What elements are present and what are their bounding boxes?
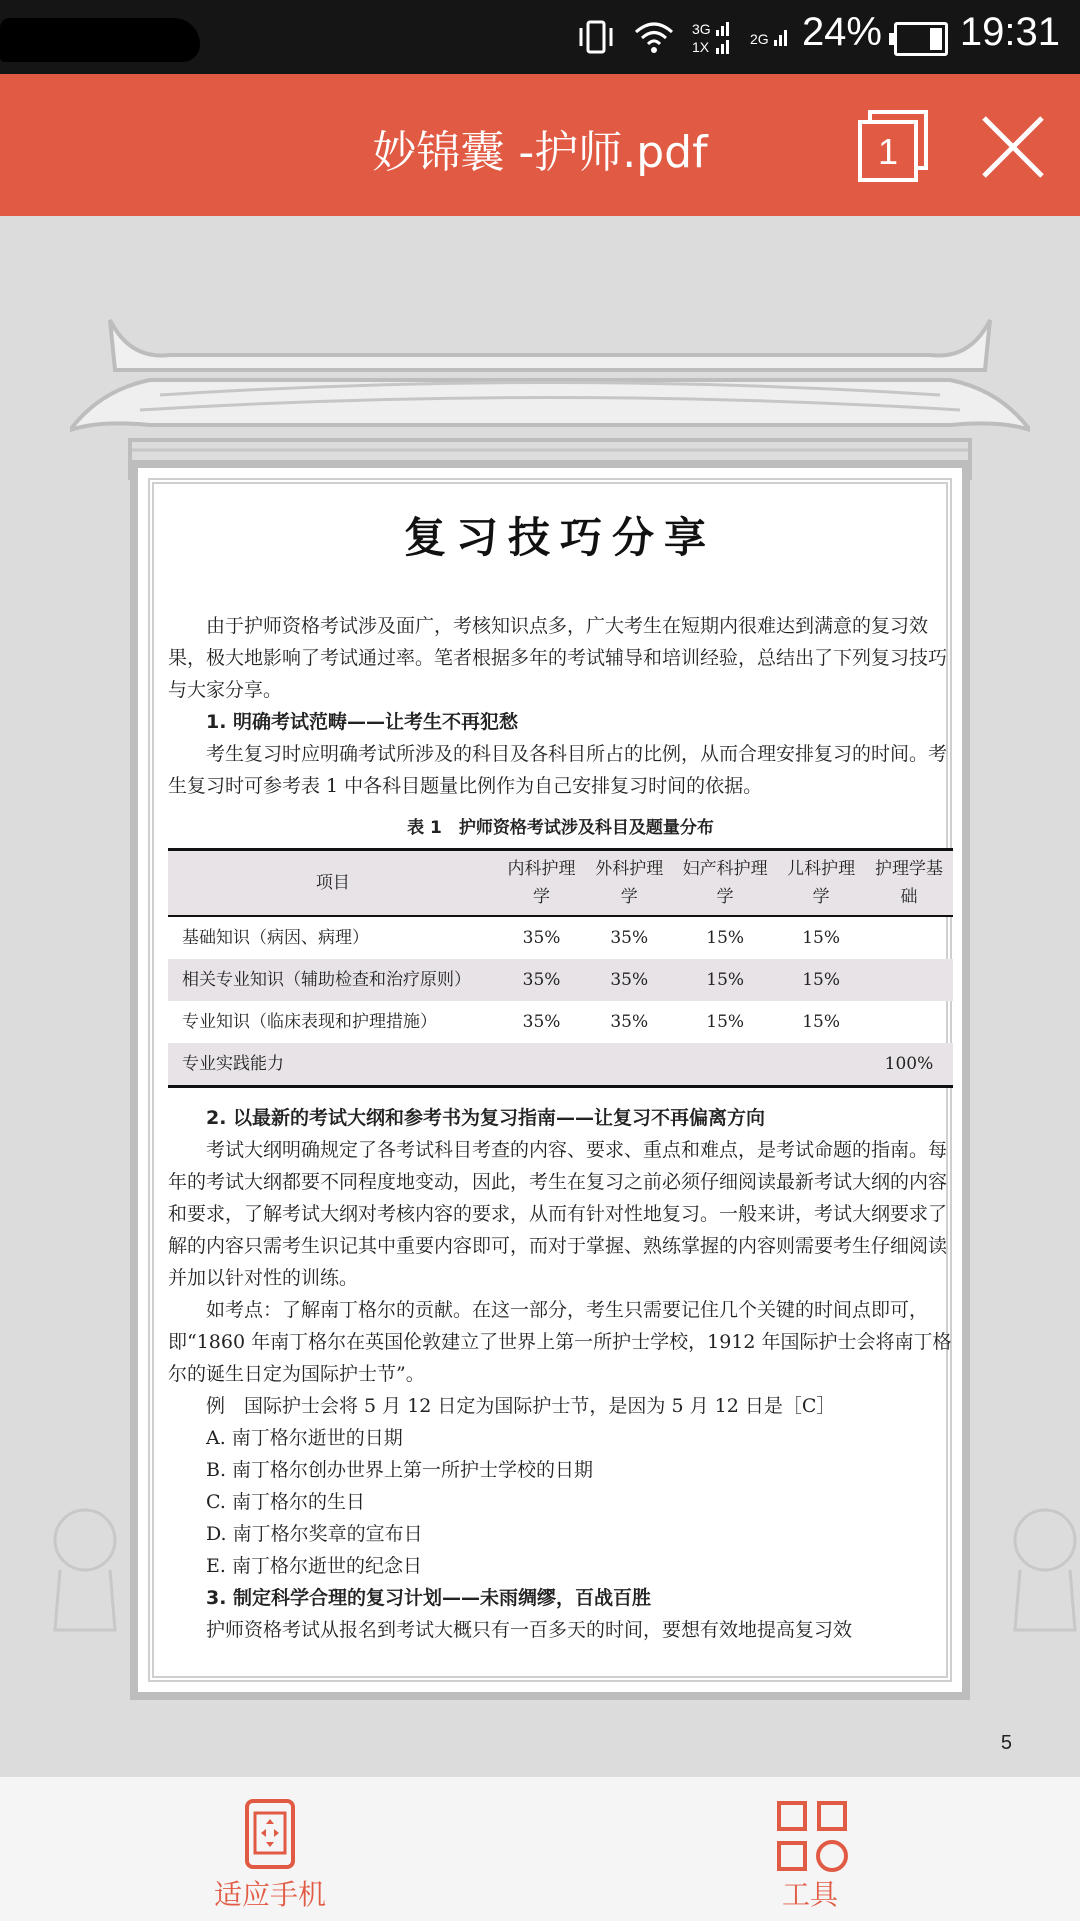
distribution-table: [168, 848, 953, 1088]
table-cell: 35%: [610, 928, 649, 948]
status-icons: [576, 18, 790, 56]
table-cell: [865, 916, 953, 959]
section-3-text: 护师资格考试从报名到考试大概只有一百多天的时间，要想有效地提高复习效: [206, 1619, 853, 1641]
table-cell: 15%: [777, 959, 865, 1001]
table-cell: [865, 1001, 953, 1043]
table-header: 儿科护理学: [777, 850, 865, 917]
table-cell: 15%: [706, 1012, 745, 1032]
vibrate-icon: [576, 18, 616, 56]
svg-text:3G: 3G: [692, 21, 711, 37]
cartoon-left-decoration: [40, 1500, 130, 1640]
table-cell: [673, 1043, 777, 1087]
table-cell: 35%: [498, 959, 586, 1001]
table-cell: 相关专业知识（辅助检查和治疗原则）: [168, 959, 498, 1001]
table-row: [168, 1001, 953, 1043]
table-cell: [498, 1043, 586, 1087]
table-cell: 专业知识（临床表现和护理措施）: [182, 1012, 437, 1032]
table-cell: 15%: [802, 1012, 840, 1032]
table-header-row: [168, 850, 953, 917]
table-cell: 35%: [610, 1012, 649, 1032]
signal-3g-icon: [692, 18, 732, 56]
table-cell: 35%: [585, 959, 673, 1001]
fit-to-phone-label: 适应手机: [213, 1878, 326, 1911]
section-2-example: 如考点：了解南丁格尔的贡献。在这一部分，考生只需要记住几个关键的时间点即可，即“1860 年南丁格尔在英国伦敦建立了世界上第一所护士学校，1912 年国际护士会将南丁格尔的诞生日定为国际护士节”。: [168, 1299, 952, 1385]
svg-text:1X: 1X: [692, 39, 710, 55]
table-cell: [585, 1043, 673, 1087]
battery-percent: 24%: [801, 10, 882, 54]
section-heading-2: 2. 以最新的考试大纲和参考书为复习指南——让复习不再偏离方向: [206, 1107, 766, 1129]
answer-option: D. 南丁格尔奖章的宣布日: [206, 1523, 423, 1545]
table-row: [168, 959, 953, 1001]
clock: 19:31: [959, 10, 1060, 54]
roof-decoration: [70, 300, 1030, 480]
table-row: [168, 1043, 953, 1087]
close-icon[interactable]: [978, 112, 1048, 182]
svg-text:2G: 2G: [750, 31, 769, 47]
section-2-text: 考试大纲明确规定了各考试科目考查的内容、要求、重点和难点，是考试命题的指南。每年的考试大纲都要不同程度地变动，因此，考生在复习之前必须仔细阅读最新考试大纲的内容和要求，了解考试大纲对考核内容的要求，从而有针对性地复习。一般来讲，考试大纲要求了解的内容只需考生识记其中重要内容即可，而对于掌握、熟练掌握的内容则需要考生仔细阅读并加以针对性的训练。: [168, 1139, 948, 1289]
fit-screen-icon: [235, 1799, 305, 1871]
table-cell: [777, 1043, 865, 1087]
document-title: 妙锦囊 -护师.pdf: [372, 127, 708, 178]
answer-option: E. 南丁格尔逝世的纪念日: [206, 1555, 422, 1577]
table-cell: 100%: [865, 1043, 953, 1087]
redacted-carrier: [0, 18, 200, 62]
signal-2g-icon: [750, 18, 790, 56]
bottom-toolbar: [0, 1776, 1080, 1921]
section-1-text: 考生复习时应明确考试所涉及的科目及各科目所占的比例，从而合理安排复习的时间。考生复习时可参考表 1 中各科目题量比例作为自己安排复习时间的依据。: [168, 743, 948, 797]
answer-option: B. 南丁格尔创办世界上第一所护士学校的日期: [206, 1459, 594, 1481]
table-header: 项目: [168, 850, 498, 917]
table-cell: 15%: [802, 928, 840, 948]
status-bar: [0, 0, 1080, 74]
table-cell: 专业实践能力: [168, 1043, 498, 1087]
intro-paragraph: 由于护师资格考试涉及面广，考核知识点多，广大考生在短期内很难达到满意的复习效果，极大地影响了考试通过率。笔者根据多年的考试辅导和培训经验，总结出了下列复习技巧与大家分享。: [168, 615, 948, 701]
wifi-icon: [634, 18, 674, 56]
table-cell: 35%: [522, 928, 561, 948]
table-cell: 15%: [706, 928, 745, 948]
answer-option: C. 南丁格尔的生日: [206, 1491, 365, 1513]
tools-button[interactable]: [660, 1777, 960, 1921]
table-cell: 基础知识（病因、病理）: [182, 928, 369, 948]
table-cell: [865, 959, 953, 1001]
table-header: 内科护理学: [498, 850, 586, 917]
table-header: 外科护理学: [585, 850, 673, 917]
fit-to-phone-button[interactable]: [120, 1777, 420, 1921]
table-caption: 表 1 护师资格考试涉及科目及题量分布: [407, 818, 714, 838]
tools-grid-icon: [775, 1799, 849, 1873]
table-row: [168, 916, 953, 959]
page-count-badge: 1: [858, 120, 918, 182]
table-cell: 35%: [522, 1012, 561, 1032]
cartoon-right-decoration: [1000, 1500, 1080, 1640]
page-number: 5: [1000, 1732, 1012, 1754]
doc-heading: 复习技巧分享: [403, 513, 716, 562]
battery-icon: [894, 22, 948, 56]
page-switcher-button[interactable]: [858, 110, 928, 180]
document-body: [168, 515, 953, 1646]
table-header: 妇产科护理学: [673, 850, 777, 917]
answer-option: A. 南丁格尔逝世的日期: [206, 1427, 403, 1449]
table-cell: 15%: [673, 959, 777, 1001]
table-header: 护理学基础: [865, 850, 953, 917]
section-heading-1: 1. 明确考试范畴——让考生不再犯愁: [206, 711, 519, 733]
section-heading-3: 3. 制定科学合理的复习计划——未雨绸缪，百战百胜: [206, 1587, 652, 1609]
question-text: 例 国际护士会将 5 月 12 日定为国际护士节，是因为 5 月 12 日是［C］: [206, 1395, 836, 1417]
tools-label: 工具: [781, 1878, 838, 1911]
